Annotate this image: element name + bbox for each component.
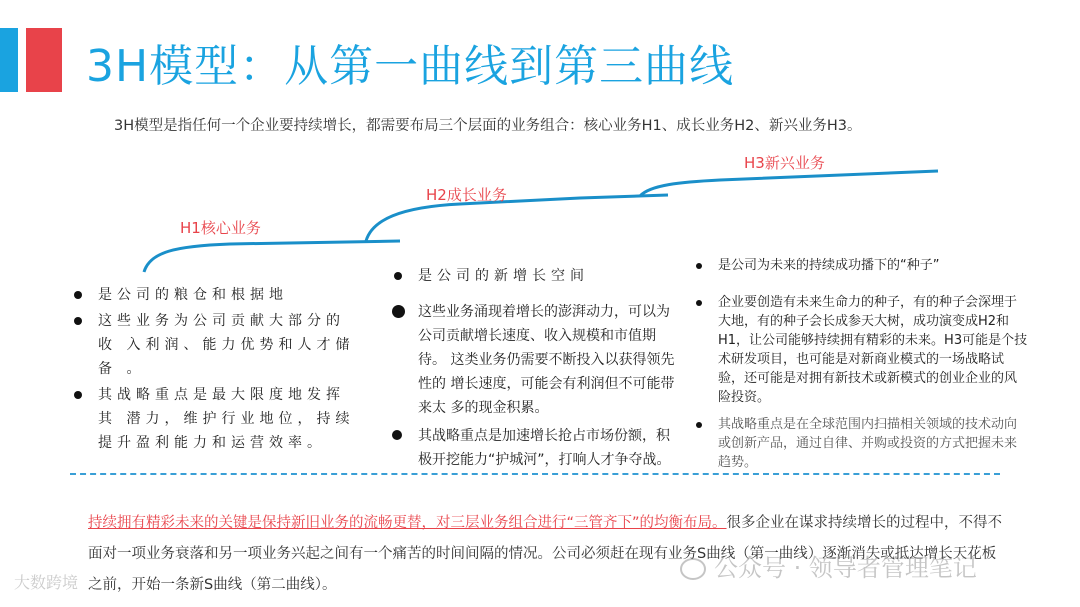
page-title: 3H模型：从第一曲线到第三曲线: [86, 41, 735, 92]
h2-item: 其战略重点是加速增长抢占市场份额，积极开挖能力“护城河”，打响人才争夺战。: [392, 424, 682, 472]
h2-label: H2成长业务: [426, 186, 507, 204]
section-divider: [70, 473, 1000, 475]
h2-curve: [366, 195, 668, 241]
h1-item: 其战略重点是最大限度地发挥其 潜力，维护行业地位，持续提升盈利能力和运营效率。: [72, 383, 362, 455]
h1-curve: [144, 241, 400, 272]
h2-column: [392, 264, 682, 474]
h3-column: [692, 256, 1028, 474]
h1-item: 这些业务为公司贡献大部分的收 入利润、能力优势和人才储备 。: [72, 309, 362, 381]
page-subtitle: 3H模型是指任何一个企业要持续增长，都需要布局三个层面的业务组合：核心业务H1、成长业务H2、新兴业务H3。: [114, 118, 862, 134]
h2-item: 这些业务涌现着增长的澎湃动力，可以为公司贡献增长速度、收入规模和市值期待。 这类业务仍需要不断投入以获得领先性的 增长速度，可能会有利润但不可能带来太 多的现金积累。: [392, 300, 682, 420]
bottom-text: 很多企业在谋求持续增长的过程中，不得不面对一项业务衰落和另一项业务兴起之间有一个痛苦的时间间隔的情况。公司必须赶在现有业务S曲线（第一曲线）逐渐消失或抵达增长天花板之前，开始一条新S曲线（第二曲线）。: [88, 515, 1003, 593]
key-highlight: 持续拥有精彩未来的关键是保持新旧业务的流畅更替，对三层业务组合进行“三管齐下”的均衡布局。: [88, 515, 727, 531]
h2-item: 是公司的新增长空间: [392, 264, 682, 288]
h3-curve: [640, 171, 938, 196]
watermark-right: [680, 548, 977, 583]
h1-item: 是公司的粮仓和根据地: [72, 283, 362, 307]
h3-item: 企业要创造有未来生命力的种子，有的种子会深埋于大地，有的种子会长成参天大树，成功演变成H2和H1，让公司能够持续拥有精彩的未来。H3可能是个技术研发项目，也可能是对新商业模式的一场战略试验，还可能是对拥有新技术或新模式的创业企业的风险投资。: [692, 293, 1028, 407]
watermark-right-text: 公众号 · 领导者管理笔记: [714, 554, 977, 582]
h1-column: [72, 283, 362, 457]
h3-label: H3新兴业务: [744, 154, 825, 172]
wechat-icon: [680, 558, 706, 580]
h3-item: 其战略重点是在全球范围内扫描相关领域的技术动向或创新产品，通过自律、并购或投资的方式把握未来趋势。: [692, 415, 1028, 472]
h3-item: 是公司为未来的持续成功播下的“种子”: [692, 256, 1028, 275]
h1-label: H1核心业务: [180, 219, 261, 237]
watermark-left: 大数跨境: [14, 573, 79, 592]
